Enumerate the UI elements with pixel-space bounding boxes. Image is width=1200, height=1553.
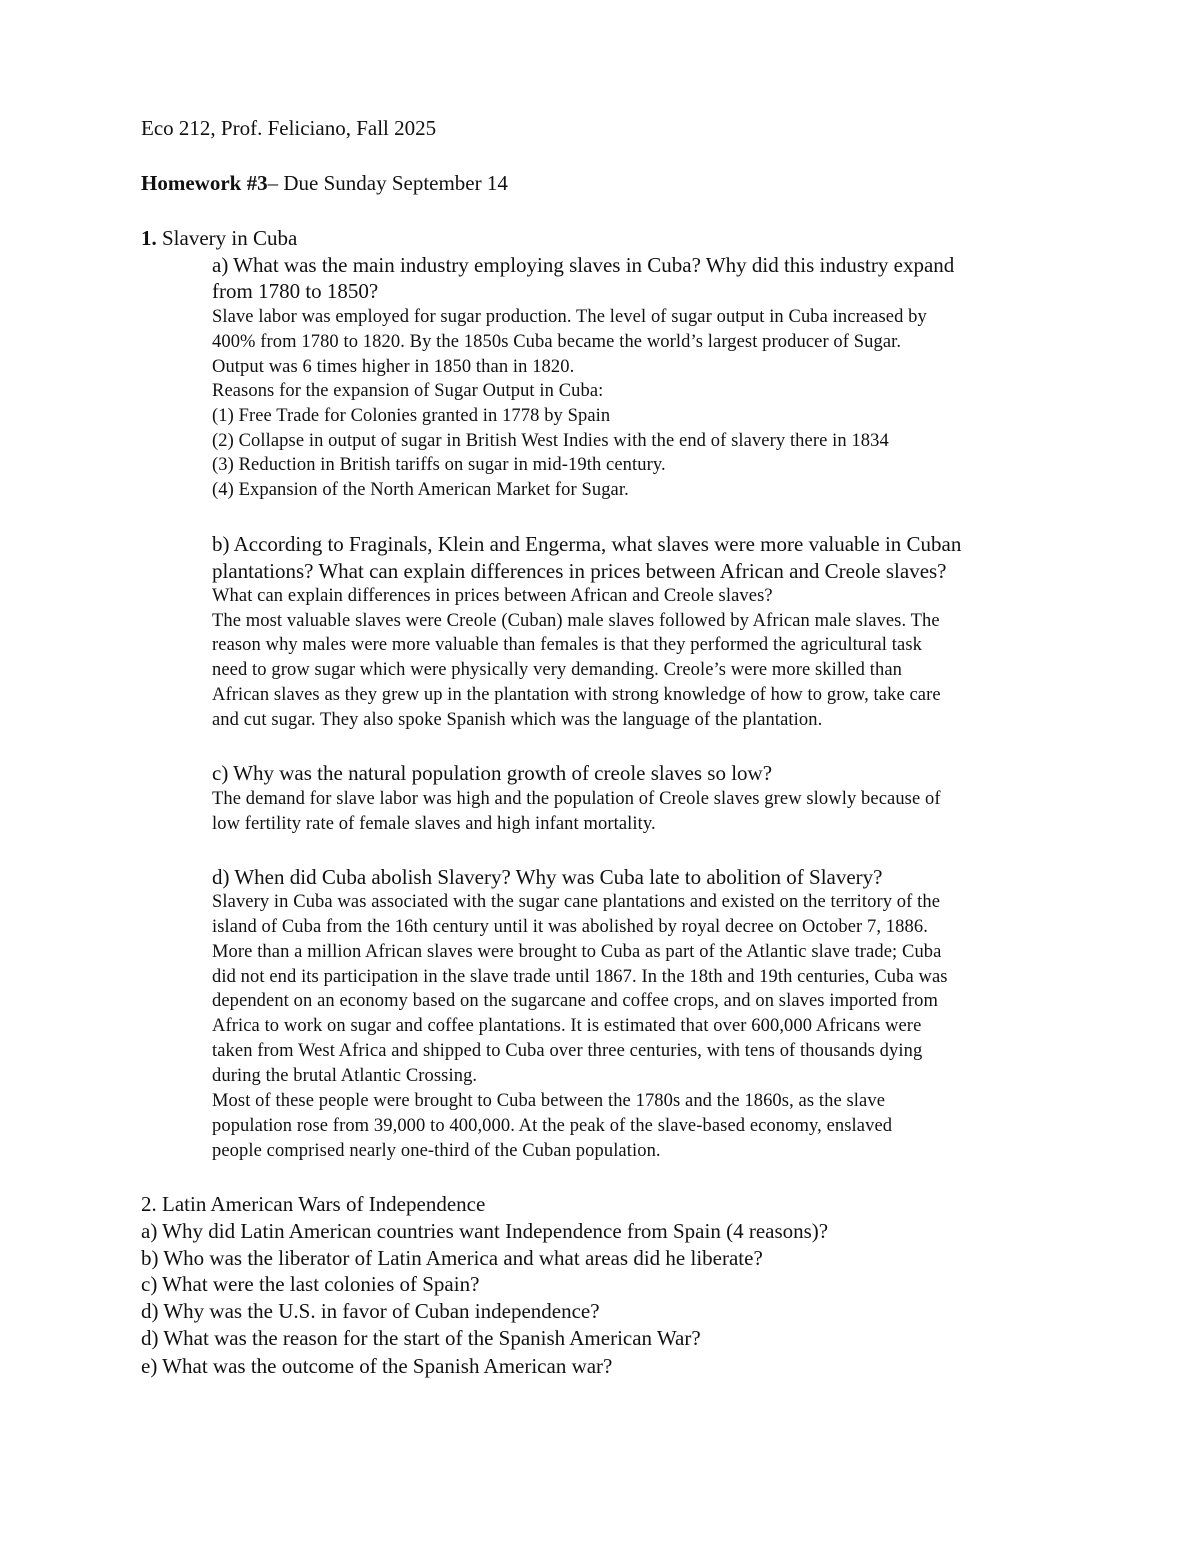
answer-d-line: Slavery in Cuba was associated with the sugar cane plantations and existed on the territory of the [212, 892, 941, 912]
answer-d-line: people comprised nearly one-third of the Cuban population. [212, 1141, 661, 1161]
answer-a-line: Slave labor was employed for sugar production. The level of sugar output in Cuba increased by [212, 307, 927, 327]
answer-a-line: (2) Collapse in output of sugar in British West Indies with the end of slavery there in 1834 [212, 431, 889, 451]
answer-d-line: dependent on an economy based on the sugarcane and coffee crops, and on slaves imported from [212, 991, 939, 1011]
course-line: Eco 212, Prof. Feliciano, Fall 2025 [141, 116, 437, 140]
section2-question: d) Why was the U.S. in favor of Cuban independence? [141, 1299, 600, 1323]
section2-question: c) What were the last colonies of Spain? [141, 1272, 480, 1296]
section2-title: 2. Latin American Wars of Independence [141, 1192, 486, 1216]
question-d-line: d) When did Cuba abolish Slavery? Why was Cuba late to abolition of Slavery? [212, 865, 883, 889]
question-a-line: a) What was the main industry employing slaves in Cuba? Why did this industry expand [212, 253, 955, 277]
answer-b-line: and cut sugar. They also spoke Spanish which was the language of the plantation. [212, 710, 823, 730]
answer-b-line: reason why males were more valuable than females is that they performed the agricultural task [212, 635, 922, 655]
answer-a-line: Output was 6 times higher in 1850 than in 1820. [212, 357, 575, 377]
answer-d-line: did not end its participation in the slave trade until 1867. In the 18th and 19th centuries, Cuba was [212, 967, 948, 987]
homework-due: – Due Sunday September 14 [267, 171, 508, 195]
homework-label: Homework #3 [141, 171, 268, 195]
answer-c-line: The demand for slave labor was high and the population of Creole slaves grew slowly because of [212, 789, 941, 809]
answer-b-line: need to grow sugar which were physically very demanding. Creole’s were more skilled than [212, 660, 903, 680]
section2-question: d) What was the reason for the start of the Spanish American War? [141, 1326, 701, 1350]
homework-title [141, 173, 508, 194]
answer-d-line: Africa to work on sugar and coffee plantations. It is estimated that over 600,000 Africans were [212, 1016, 922, 1036]
section1-heading [141, 228, 297, 249]
answer-d-line: island of Cuba from the 16th century until it was abolished by royal decree on October 7, 1886. [212, 917, 928, 937]
answer-a-line: Reasons for the expansion of Sugar Output in Cuba: [212, 381, 604, 401]
answer-d-line: population rose from 39,000 to 400,000. At the peak of the slave-based economy, enslaved [212, 1116, 893, 1136]
answer-d-line: during the brutal Atlantic Crossing. [212, 1066, 478, 1086]
answer-a-line: (3) Reduction in British tariffs on sugar in mid-19th century. [212, 455, 666, 475]
answer-a-line: 400% from 1780 to 1820. By the 1850s Cuba became the world’s largest producer of Sugar. [212, 332, 902, 352]
section2-question: e) What was the outcome of the Spanish American war? [141, 1354, 613, 1378]
answer-b-line: African slaves as they grew up in the plantation with strong knowledge of how to grow, take care [212, 685, 941, 705]
section2-question: a) Why did Latin American countries want Independence from Spain (4 reasons)? [141, 1219, 829, 1243]
section1-title: Slavery in Cuba [156, 226, 298, 250]
answer-d-line: taken from West Africa and shipped to Cuba over three centuries, with tens of thousands dying [212, 1041, 923, 1061]
question-a-line: from 1780 to 1850? [212, 279, 379, 303]
answer-c-line: low fertility rate of female slaves and high infant mortality. [212, 814, 656, 834]
answer-d-line: More than a million African slaves were brought to Cuba as part of the Atlantic slave trade; Cuba [212, 942, 942, 962]
section1-number: 1. [141, 226, 157, 250]
answer-d-line: Most of these people were brought to Cuba between the 1780s and the 1860s, as the slave [212, 1091, 886, 1111]
question-b-line: b) According to Fraginals, Klein and Engerma, what slaves were more valuable in Cuban [212, 532, 962, 556]
answer-b-line: The most valuable slaves were Creole (Cuban) male slaves followed by African male slaves. The [212, 611, 940, 631]
answer-a-line: (1) Free Trade for Colonies granted in 1778 by Spain [212, 406, 611, 426]
answer-b-line: What can explain differences in prices between African and Creole slaves? [212, 586, 773, 606]
section2-question: b) Who was the liberator of Latin America and what areas did he liberate? [141, 1246, 763, 1270]
question-b-line: plantations? What can explain differences in prices between African and Creole slaves? [212, 559, 947, 583]
question-c-line: c) Why was the natural population growth of creole slaves so low? [212, 761, 773, 785]
answer-a-line: (4) Expansion of the North American Market for Sugar. [212, 480, 629, 500]
